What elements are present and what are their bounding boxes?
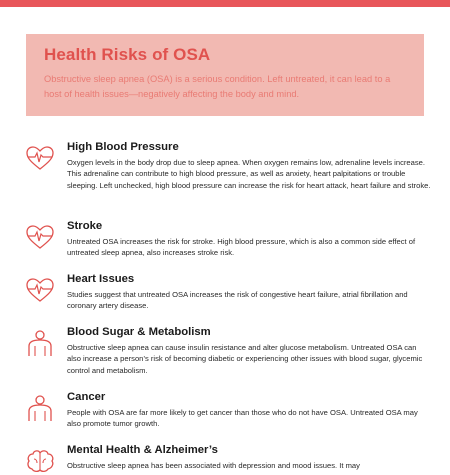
section-text: Obstructive sleep apnea can cause insulin resistance and alter glucose metabolism. Untreated OSA can also increase a person’s risk of becoming diabetic or experiencing other issues with blood sugar, glycemic control and metabolism.: [67, 343, 423, 375]
section-text: Studies suggest that untreated OSA increases the risk of congestive heart failure, atrial fibrillation and coronary artery disease.: [67, 290, 408, 311]
heart-icon: [25, 223, 55, 251]
section-heading: High Blood Pressure: [67, 141, 179, 153]
section-heading: Mental Health & Alzheimer’s: [67, 444, 218, 456]
section-heading: Blood Sugar & Metabolism: [67, 326, 211, 338]
section-heading: Heart Issues: [67, 273, 135, 285]
section-text: Obstructive sleep apnea has been associated with depression and mood issues. It may: [67, 461, 360, 470]
section-heading: Cancer: [67, 391, 106, 403]
heart-icon: [25, 276, 55, 304]
person-icon: [25, 329, 55, 357]
brain-icon: [25, 447, 55, 475]
person-icon: [25, 394, 55, 422]
section-heading: Stroke: [67, 220, 103, 232]
heart-icon: [25, 144, 55, 172]
intro-text: Obstructive sleep apnea (OSA) is a serious condition. Left untreated, it can lead to a host of health issues—negatively affecting the body and mind.: [44, 74, 391, 99]
section-text: People with OSA are far more likely to get cancer than those who do not have OSA. Untreated OSA may also promote tumor growth.: [67, 408, 418, 429]
section-text: Untreated OSA increases the risk for stroke. High blood pressure, which is also a common side effect of untreated sleep apnea, also increases stroke risk.: [67, 237, 416, 258]
section-text: Oxygen levels in the body drop due to sleep apnea. When oxygen remains low, adrenaline levels increase. This adrenaline can contribute to high blood pressure, as well as anxiety, heart palpitations or trouble sleeping. Left unchecked, high blood pressure can increase the risk for heart attack, heart failure and stroke.: [67, 158, 431, 190]
page-title: Health Risks of OSA: [44, 45, 211, 64]
